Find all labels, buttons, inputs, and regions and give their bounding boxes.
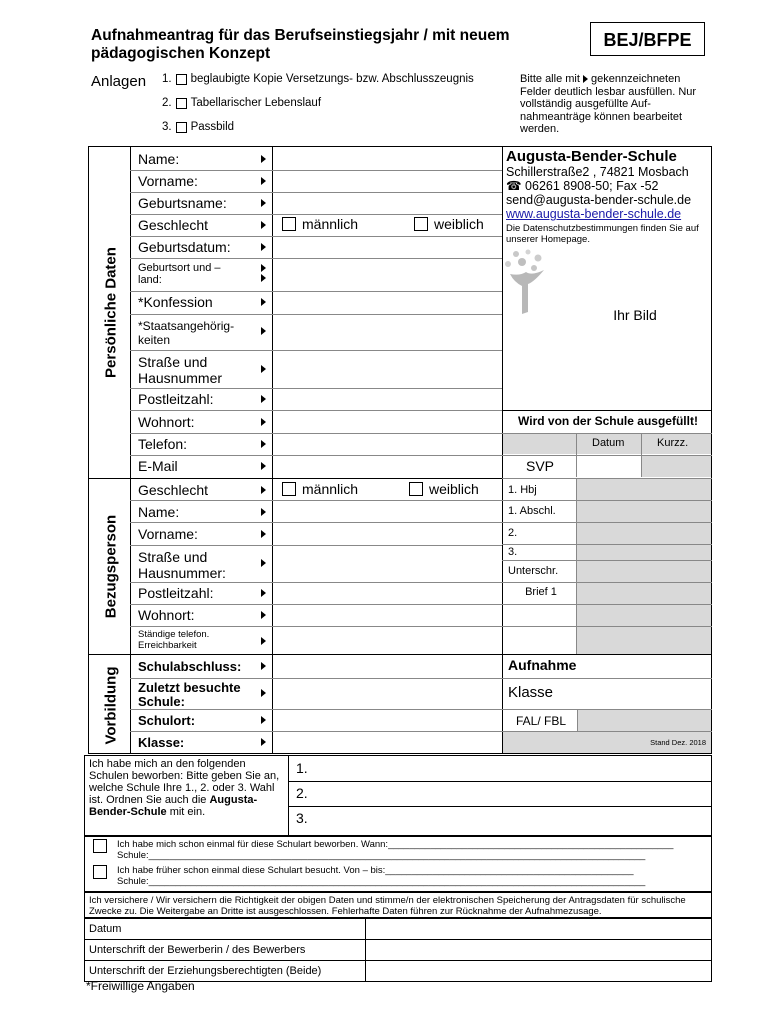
ref-gender-female-option[interactable]: weiblich [409,481,479,497]
ref-label-plz: Postleitzahl: [138,585,214,601]
office-row-2: 2. [508,527,518,539]
section-personal-label: Persönliche Daten [102,247,120,378]
office-use-header: Wird von der Schule ausgefüllt! [518,414,698,428]
arrow-marker-icon [261,274,266,282]
arrow-marker-icon [261,199,266,207]
edu-label-abschluss: Schulabschluss: [138,659,242,674]
label-wohnort: Wohnort: [138,414,195,430]
arrow-marker-icon [261,418,266,426]
prior-item-attended: Ich habe früher schon einmal diese Schulart besucht. Von – bis:_______________________________________________ Schule:______________________________________________________________________________________________ [93,865,645,887]
ref-label-strasse: Straße und Hausnummer: [138,549,226,581]
attachment-text: beglaubigte Kopie Versetzungs- bzw. Abschlusszeugnis [190,73,474,85]
signature-date-label: Datum [89,923,122,935]
ref-gender-male-option[interactable]: männlich [282,481,358,497]
ref-label-erreichbarkeit: Ständige telefon. Erreichbarkeit [138,629,210,651]
label-strasse: Straße und Hausnummer [138,354,223,386]
arrow-marker-icon [261,221,266,229]
gender-female-checkbox[interactable] [414,217,428,231]
label-staatsangehoerigkeit: *Staatsangehörig-keiten [138,319,235,347]
school-address: Schillerstraße2 , 74821 Mosbach [506,165,689,179]
arrow-marker-icon [261,155,266,163]
office-row-unterschr: Unterschr. [508,565,559,577]
label-email: E-Mail [138,458,178,474]
ref-label-vorname: Vorname: [138,526,198,542]
arrow-marker-icon [261,264,266,272]
office-row-brief: Brief 1 [525,586,557,598]
arrow-marker-icon [261,177,266,185]
preference-option-1[interactable]: 1. [296,760,308,776]
school-name: Augusta-Bender-Schule [506,148,677,165]
label-plz: Postleitzahl: [138,391,214,407]
signature-guardian-label: Unterschrift der Erziehungsberechtigten (Beide) [89,965,322,977]
gender-male-checkbox[interactable] [282,217,296,231]
arrow-marker-icon [261,689,266,697]
photo-placeholder-label: Ihr Bild [613,307,657,323]
school-preferences-box [84,755,712,836]
arrow-marker-icon [261,395,266,403]
gender-male-option[interactable]: männlich [282,216,358,232]
preference-option-3[interactable]: 3. [296,810,308,826]
arrow-marker-icon [261,611,266,619]
attachment-num: 3. [162,121,172,133]
privacy-note: Die Datenschutzbestimmungen finden Sie auf unserer Homepage. [506,223,699,245]
attachment-text: Tabellarischer Lebenslauf [190,97,322,109]
office-col-date: Datum [592,437,625,449]
label-name: Name: [138,151,180,167]
fill-notice: Bitte alle mit gekennzeichneten Felder deutlich lesbar ausfüllen. Nur vollständig ausgefüllte Auf-nahmeanträge können bearbeitet werden. [520,73,697,135]
attachment-checkbox-3[interactable] [176,122,187,133]
signature-applicant-label: Unterschrift der Bewerberin / des Bewerbers [89,944,306,956]
ref-gender-male-checkbox[interactable] [282,482,296,496]
ref-label-wohnort: Wohnort: [138,607,195,623]
arrow-marker-icon [261,716,266,724]
office-klasse: Klasse [508,684,554,701]
office-col-short: Kurzz. [657,437,689,449]
office-row-3: 3. [508,546,518,558]
arrow-marker-icon [261,365,266,373]
ref-label-geschlecht: Geschlecht [138,482,209,498]
footnote: *Freiwillige Angaben [86,979,195,993]
arrow-marker-icon [261,589,266,597]
arrow-marker-icon [583,75,588,83]
arrow-marker-icon [261,662,266,670]
school-email: send@augusta-bender-schule.de [506,193,692,207]
attachment-checkbox-1[interactable] [176,74,187,85]
signature-applicant-row[interactable] [84,939,712,961]
arrow-marker-icon [261,559,266,567]
school-website-link[interactable]: www.augusta-bender-schule.de [506,207,682,221]
office-svp: SVP [525,458,554,474]
prior-attended-checkbox[interactable] [93,865,107,879]
office-stand: Stand Dez. 2018 [650,738,706,747]
form-title: Aufnahmeantrag für das Berufseinstiegsjahr / mit neuem pädagogischen Konzept [91,27,510,62]
edu-label-klasse: Klasse: [138,735,185,750]
attachment-checkbox-2[interactable] [176,98,187,109]
arrow-marker-icon [261,738,266,746]
ref-gender-female-checkbox[interactable] [409,482,423,496]
form-code: BEJ/BFPE [590,22,705,56]
attachment-text: Passbild [190,121,235,133]
preference-option-2[interactable]: 2. [296,785,308,801]
office-aufnahme: Aufnahme [508,657,577,673]
arrow-marker-icon [261,462,266,470]
edu-label-zuletzt: Zuletzt besuchte Schule: [138,680,241,709]
attachment-item-1 [162,73,474,85]
label-geburtsdatum: Geburtsdatum: [138,239,231,255]
arrow-marker-icon [261,327,266,335]
label-geburtsort: Geburtsort und – land: [138,262,221,286]
attachment-item-2 [162,97,321,109]
label-telefon: Telefon: [138,436,188,452]
section-reference-label: Bezugsperson [102,514,120,619]
arrow-marker-icon [261,440,266,448]
edu-label-schulort: Schulort: [138,713,196,728]
arrow-marker-icon [261,530,266,538]
declaration-text: Ich versichere / Wir versichern die Richtigkeit der obigen Daten und stimme/n der elektronischen Speicherung der Antragsdaten für schulische Zwecke zu. Die Weitergabe an Dritte ist ausgeschlossen. Fehlerhafte Daten führen zur Rücknahme der Aufnahmezusage. [84,892,712,918]
label-konfession: *Konfession [138,294,213,310]
attachment-num: 2. [162,97,172,109]
school-phone: ☎ 06261 8908-50; Fax -52 [506,179,659,193]
prior-item-applied: Ich habe mich schon einmal für diese Schulart beworben. Wann:______________________________________________________ Schule:______________________________________________________________________________________________ [93,839,673,861]
attachment-num: 1. [162,73,172,85]
arrow-marker-icon [261,243,266,251]
gender-female-option[interactable]: weiblich [414,216,484,232]
label-vorname: Vorname: [138,173,198,189]
section-education-label: Vorbildung [102,666,120,745]
arrow-marker-icon [261,637,266,645]
prior-applied-checkbox[interactable] [93,839,107,853]
office-row-abschl: 1. Abschl. [508,505,556,517]
prior-application-box [84,836,712,892]
signature-date-row[interactable] [84,918,712,940]
arrow-marker-icon [261,298,266,306]
preferences-text: Ich habe mich an den folgenden Schulen beworben: Bitte geben Sie an, welche Schule Ihre 1., 2. oder 3. Wahl ist. Ordnen Sie auch die Augusta-Bender-Schule mit ein. [89,758,280,818]
attachment-item-3 [162,121,234,133]
school-info [506,148,710,245]
attachments-label: Anlagen [91,73,147,90]
ref-label-name: Name: [138,504,180,520]
office-fal: FAL/ FBL [515,714,567,728]
office-row-hbj: 1. Hbj [508,484,537,496]
label-geschlecht: Geschlecht [138,217,209,233]
school-logo-icon [500,248,552,318]
label-geburtsname: Geburtsname: [138,195,227,211]
arrow-marker-icon [261,486,266,494]
arrow-marker-icon [261,508,266,516]
